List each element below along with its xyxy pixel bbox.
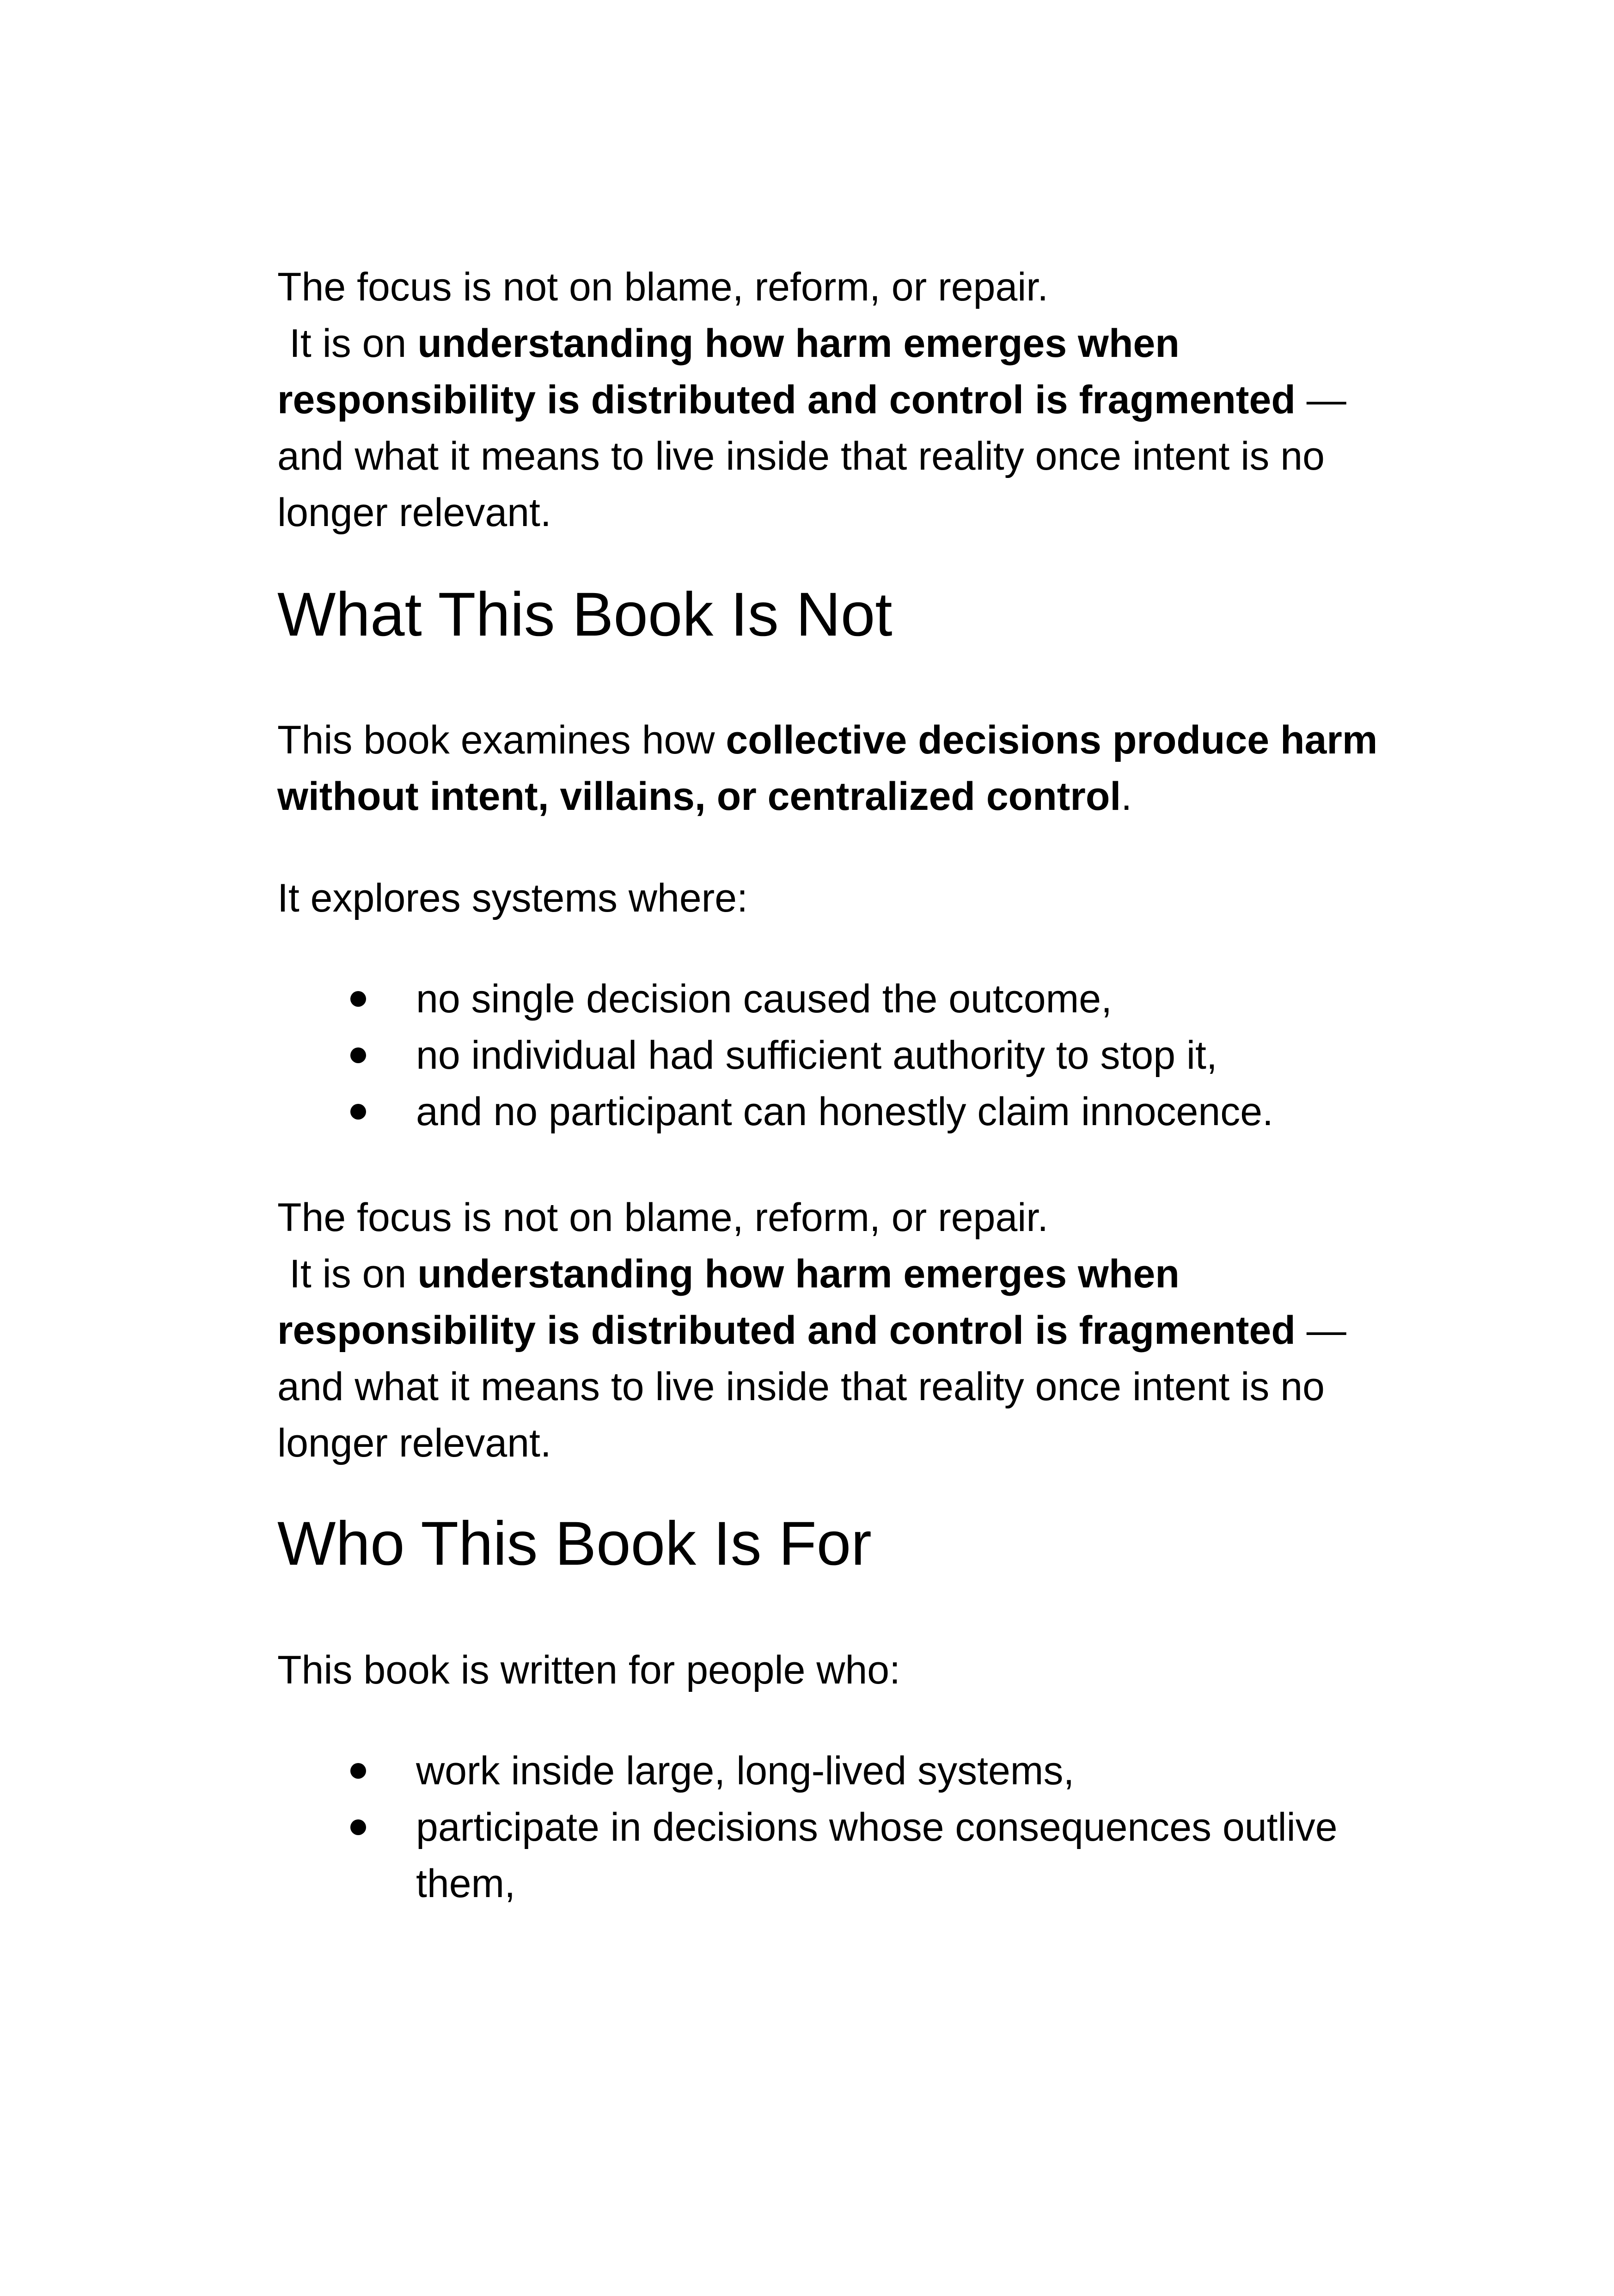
focus-paragraph	[277, 1189, 1387, 1471]
focus-pre: It is on	[289, 1252, 418, 1296]
explores-list	[277, 971, 1387, 1140]
list-item: participate in decisions whose consequences outlive them,	[277, 1799, 1387, 1912]
examines-pre: This book examines how	[277, 718, 726, 762]
bullet-icon	[350, 1047, 366, 1063]
focus-post: — and what it means to live inside that reality once intent is no longer relevant.	[277, 1308, 1346, 1465]
intro-bold: understanding how harm emerges when responsibility is distributed and control is fragmented	[277, 321, 1296, 422]
explores-paragraph: It explores systems where:	[277, 876, 748, 920]
bullet-icon	[350, 991, 366, 1007]
examines-paragraph	[277, 712, 1387, 825]
bullet-icon	[350, 1763, 366, 1779]
intro-post: — and what it means to live inside that reality once intent is no longer relevant.	[277, 378, 1346, 535]
intro-paragraph	[277, 259, 1387, 541]
examines-bold: collective decisions produce harm without intent, villains, or centralized control	[277, 718, 1378, 819]
list-item: and no participant can honestly claim innocence.	[277, 1084, 1387, 1140]
written-for-list	[277, 1743, 1387, 1912]
heading-what-this-book-is-not: What This Book Is Not	[277, 580, 893, 649]
written-for-paragraph: This book is written for people who:	[277, 1648, 900, 1692]
intro-line-1: The focus is not on blame, reform, or repair.	[277, 265, 1049, 309]
bullet-icon	[350, 1819, 366, 1835]
focus-bold: understanding how harm emerges when responsibility is distributed and control is fragmented	[277, 1252, 1296, 1353]
focus-line-1: The focus is not on blame, reform, or repair.	[277, 1195, 1049, 1240]
list-item: no individual had sufficient authority to stop it,	[277, 1027, 1387, 1084]
list-item: no single decision caused the outcome,	[277, 971, 1387, 1027]
heading-who-this-book-is-for: Who This Book Is For	[277, 1509, 872, 1578]
bullet-icon	[350, 1104, 366, 1120]
list-item: work inside large, long-lived systems,	[277, 1743, 1387, 1799]
examines-post: .	[1121, 774, 1132, 819]
intro-pre: It is on	[289, 321, 418, 366]
